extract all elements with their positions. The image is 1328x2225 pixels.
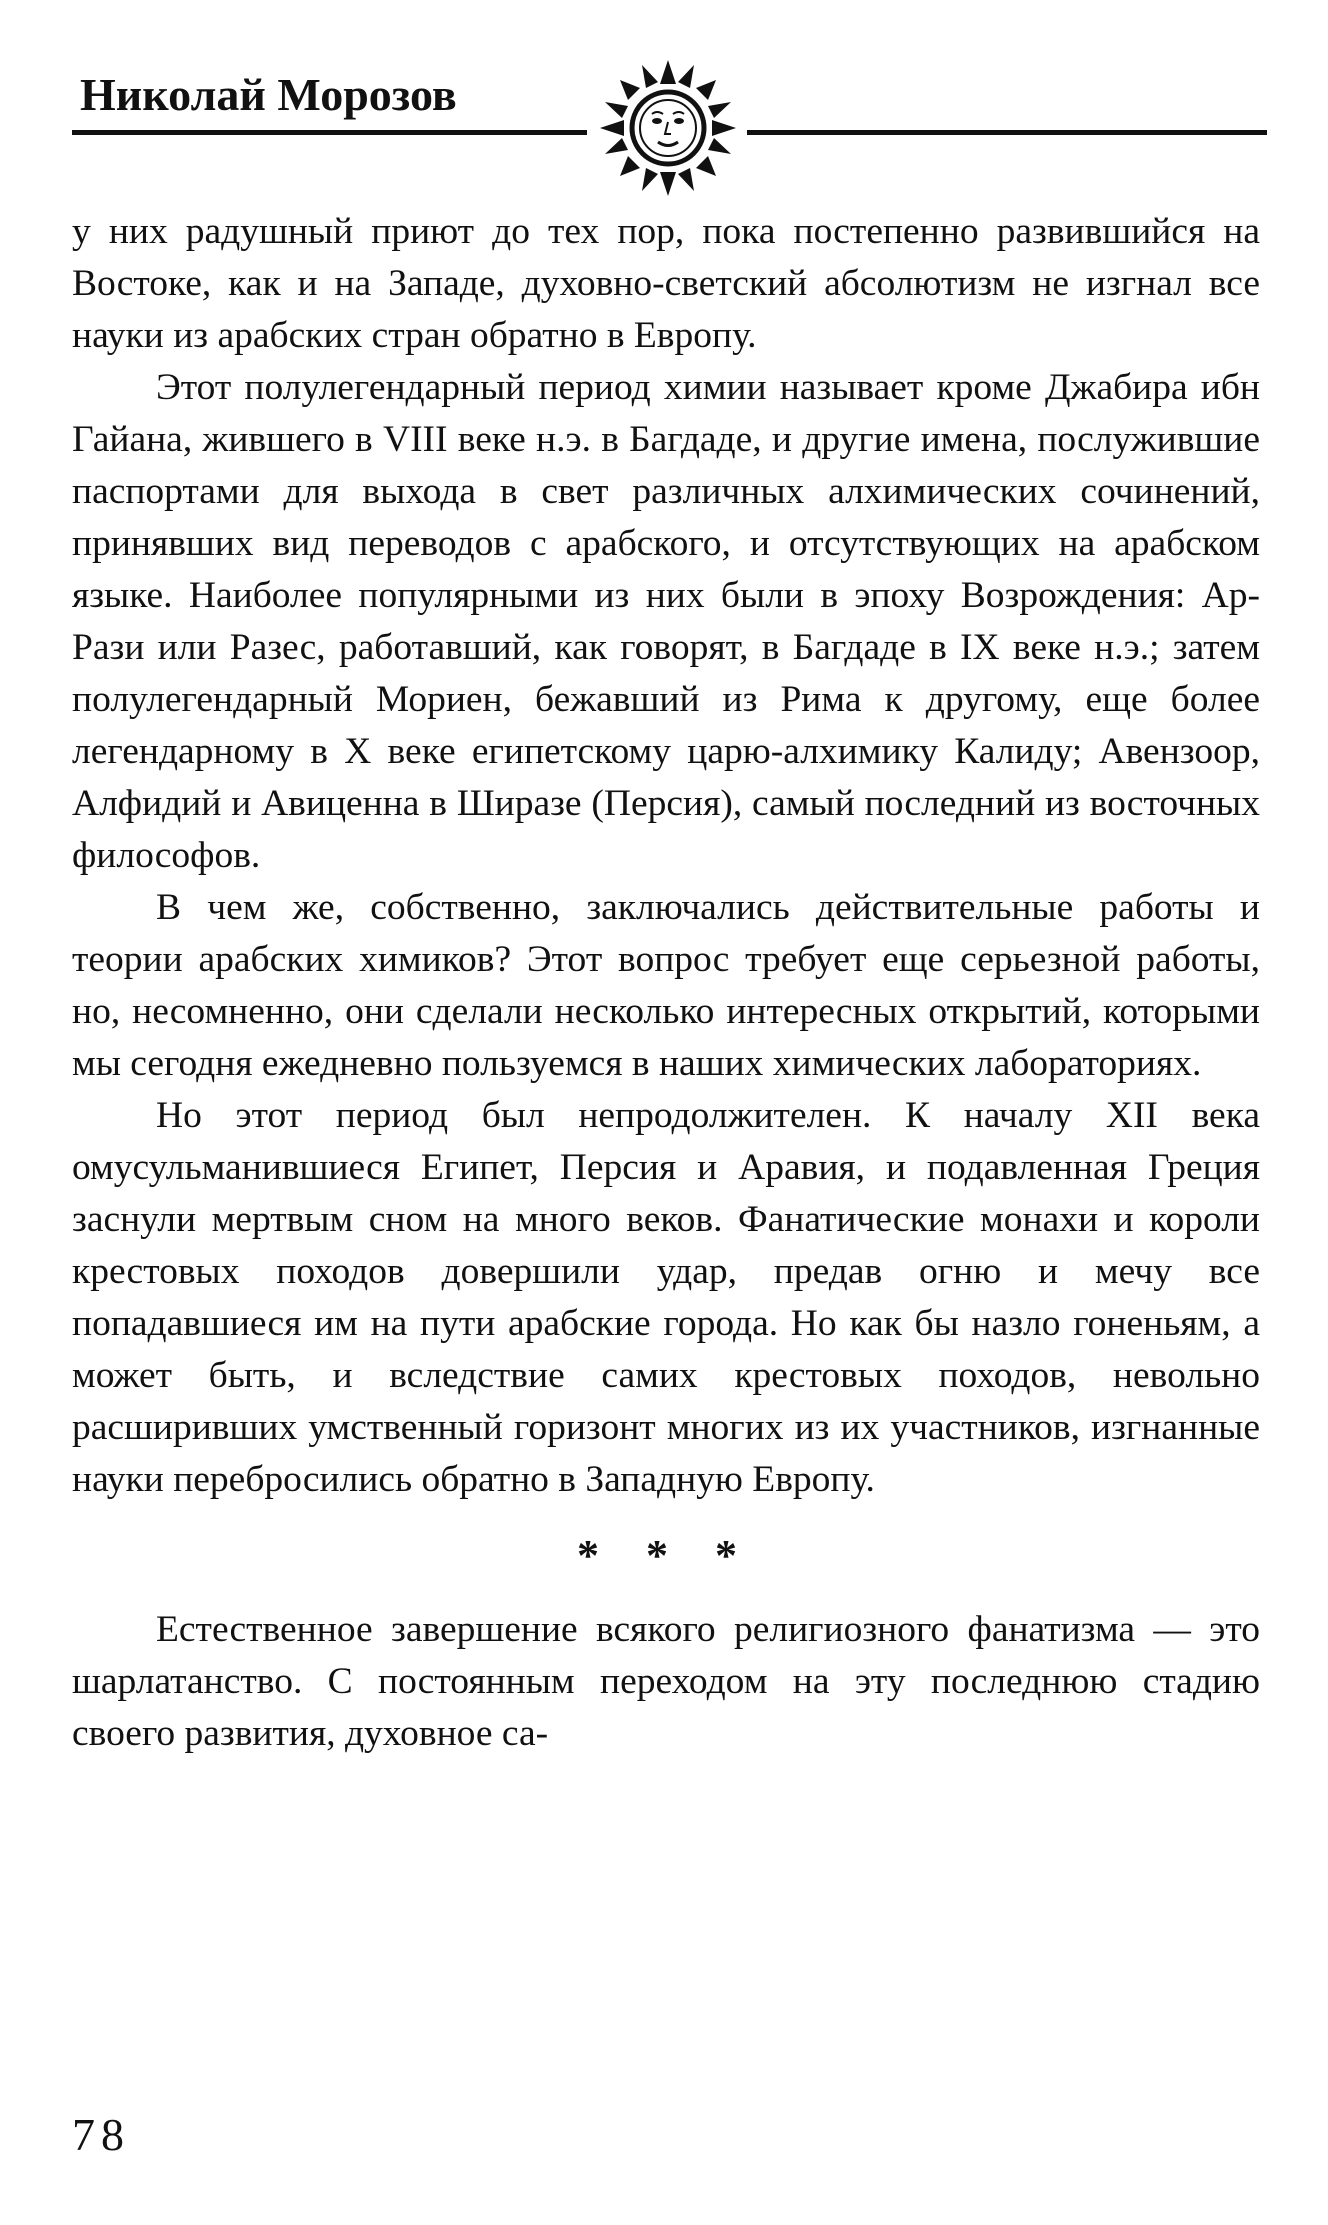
header-rule-right bbox=[747, 130, 1267, 135]
section-separator: * * * bbox=[577, 1531, 755, 1580]
paragraph: Этот полулегендарный период химии называет кроме Джабира ибн Гайана, жившего в VIII веке н.э. в Багдаде, и другие имена, послужившие паспортами для выхода в свет различных алхимических сочинений, принявших вид переводов с арабского, и отсутствующих на арабском языке. Наиболее популярными из них были в эпоху Возрождения: Ар-Рази или Разес, работавший, как говорят, в Багдаде в IX веке н.э.; затем полулегендарный Мориен, бежавший из Рима к другому, еще более легендарному в X веке египетскому царю-алхимику Калиду; Авензоор, Алфидий и Авиценна в Ширазе (Персия), самый последний из восточных философов. bbox=[72, 367, 1260, 876]
page-body bbox=[72, 206, 1260, 1760]
page-number: 78 bbox=[72, 2109, 130, 2160]
header-rule-left bbox=[72, 130, 587, 135]
paragraph: В чем же, собственно, заключались действительные работы и теории арабских химиков? Этот вопрос требует еще серьезной работы, но, несомненно, они сделали несколько интересных открытий, которыми мы сегодня ежедневно пользуемся в наших химических лабораториях. bbox=[72, 887, 1260, 1084]
paragraph: Но этот период был непродолжителен. К началу XII века омусульманившиеся Египет, Персия и Аравия, и подавленная Греция заснули мертвым сном на много веков. Фанатические монахи и короли крестовых походов довершили удар, предав огню и мечу все попадавшиеся им на пути арабские города. Но как бы назло гоненьям, а может быть, и вследствие самих крестовых походов, невольно расширивших умственный горизонт многих из их участников, изгнанные науки перебросились обратно в Западную Европу. bbox=[72, 1095, 1260, 1500]
paragraph: Естественное завершение всякого религиозного фанатизма — это шарлатанство. С постоянным переходом на эту последнюю стадию своего развития, духовное са- bbox=[72, 1609, 1260, 1754]
paragraph-continued: у них радушный приют до тех пор, пока постепенно развившийся на Востоке, как и на Западе, духовно-светский абсолютизм не изгнал все науки из арабских стран обратно в Европу. bbox=[72, 211, 1260, 356]
author-name: Николай Морозов bbox=[80, 69, 457, 120]
running-header bbox=[72, 58, 1262, 198]
sun-face-icon bbox=[590, 58, 746, 198]
